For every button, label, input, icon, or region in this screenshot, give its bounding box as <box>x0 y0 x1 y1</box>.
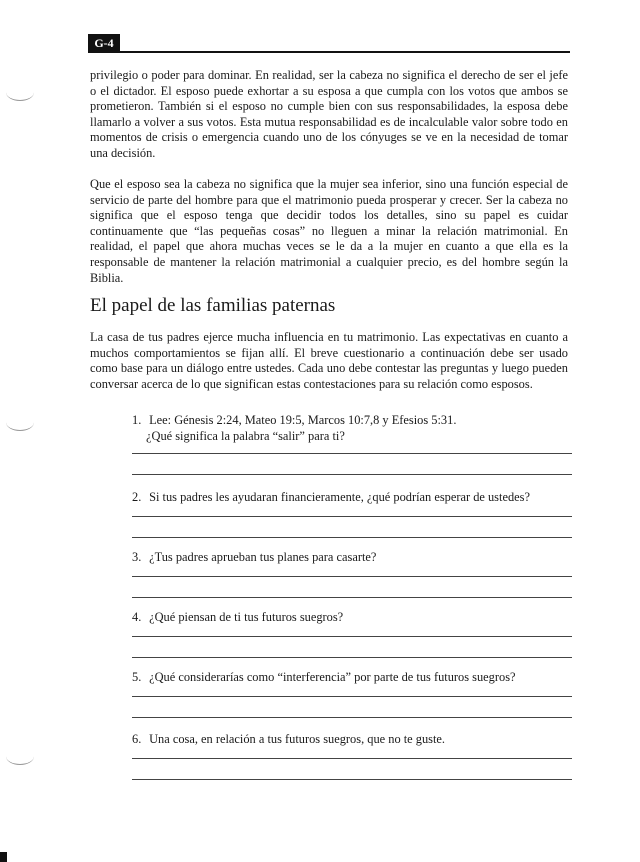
answer-line[interactable] <box>132 474 572 475</box>
binder-hole-mark <box>6 84 34 101</box>
answer-line[interactable] <box>132 597 572 598</box>
binder-hole-mark <box>6 748 34 765</box>
question-number: 2. <box>132 490 142 504</box>
question-3 <box>132 549 572 598</box>
question-number: 5. <box>132 670 142 684</box>
question-5 <box>132 669 572 718</box>
section-title: El papel de las familias paternas <box>90 295 336 316</box>
answer-line[interactable] <box>132 636 572 637</box>
question-text <box>132 609 572 625</box>
answer-line[interactable] <box>132 779 572 780</box>
question-number: 1. <box>132 413 142 427</box>
answer-line[interactable] <box>132 696 572 697</box>
intro-paragraph-1: privilegio o poder para dominar. En realidad, ser la cabeza no significa el derecho de ser el jefe o el dictador. El esposo puede exhortar a su esposa a que cumpla con los votos que ambos se prometieron. También si el esposo no cumple bien con sus responsabilidades, la esposa debe llamarlo a volver a sus votos. Esta mutua responsabilidad es de incalculable valor sobre todo en momentos de crisis o emergencia cuando uno de los cónyuges se ve en la necesidad de tomar una decisión. <box>90 68 568 160</box>
section-intro-paragraph: La casa de tus padres ejerce mucha influencia en tu matrimonio. Las expectativas en cuanto a muchos comportamientos se fijan allí. El breve cuestionario a continuación debe ser usado como base para un diálogo entre ustedes. Cada uno debe contestar las preguntas y luego pueden conversar acerca de lo que significan estas contestaciones para su relación como esposos. <box>90 330 568 391</box>
answer-line[interactable] <box>132 516 572 517</box>
answer-line[interactable] <box>132 657 572 658</box>
intro-paragraph-2: Que el esposo sea la cabeza no significa que la mujer sea inferior, sino una función especial de servicio de parte del hombre para que el matrimonio pueda prosperar y crecer. Ser la cabeza no significa que el esposo tenga que decidir todos los detalles, sino su papel es cuidar continuamente que “las pequeñas cosas” no lleguen a minar la relación matrimonial. En realidad, el papel que ahora muchas veces se le da a la mujer en cuanto a que ella es la responsable de mantener la relación matrimonial a cualquier precio, es del hombre según la Biblia. <box>90 177 568 285</box>
question-6 <box>132 731 572 780</box>
answer-line[interactable] <box>132 717 572 718</box>
question-text <box>132 549 572 565</box>
answer-line[interactable] <box>132 453 572 454</box>
question-label: Una cosa, en relación a tus futuros suegros, que no te guste. <box>149 732 446 746</box>
question-label: ¿Qué piensan de ti tus futuros suegros? <box>149 610 344 624</box>
question-number: 6. <box>132 732 142 746</box>
binder-hole-mark <box>6 414 34 431</box>
question-1 <box>132 412 572 475</box>
question-label: ¿Qué considerarías como “interferencia” por parte de tus futuros suegros? <box>149 670 516 684</box>
question-number: 4. <box>132 610 142 624</box>
question-4 <box>132 609 572 658</box>
question-label: ¿Tus padres aprueban tus planes para casarte? <box>149 550 377 564</box>
question-text <box>132 489 572 505</box>
question-label: Lee: Génesis 2:24, Mateo 19:5, Marcos 10:7,8 y Efesios 5:31. <box>149 413 457 427</box>
answer-line[interactable] <box>132 537 572 538</box>
question-label: Si tus padres les ayudaran financieramente, ¿qué podrían esperar de ustedes? <box>149 490 530 504</box>
question-text <box>132 731 572 747</box>
answer-line[interactable] <box>132 576 572 577</box>
question-text <box>132 669 572 685</box>
question-number: 3. <box>132 550 142 564</box>
question-2 <box>132 489 572 538</box>
answer-line[interactable] <box>132 758 572 759</box>
question-subtext: ¿Qué significa la palabra “salir” para ti? <box>146 429 345 443</box>
header-rule <box>120 51 570 53</box>
scan-corner-mark <box>0 852 7 862</box>
page-section-tab: G-4 <box>88 34 120 53</box>
question-text <box>132 412 572 428</box>
